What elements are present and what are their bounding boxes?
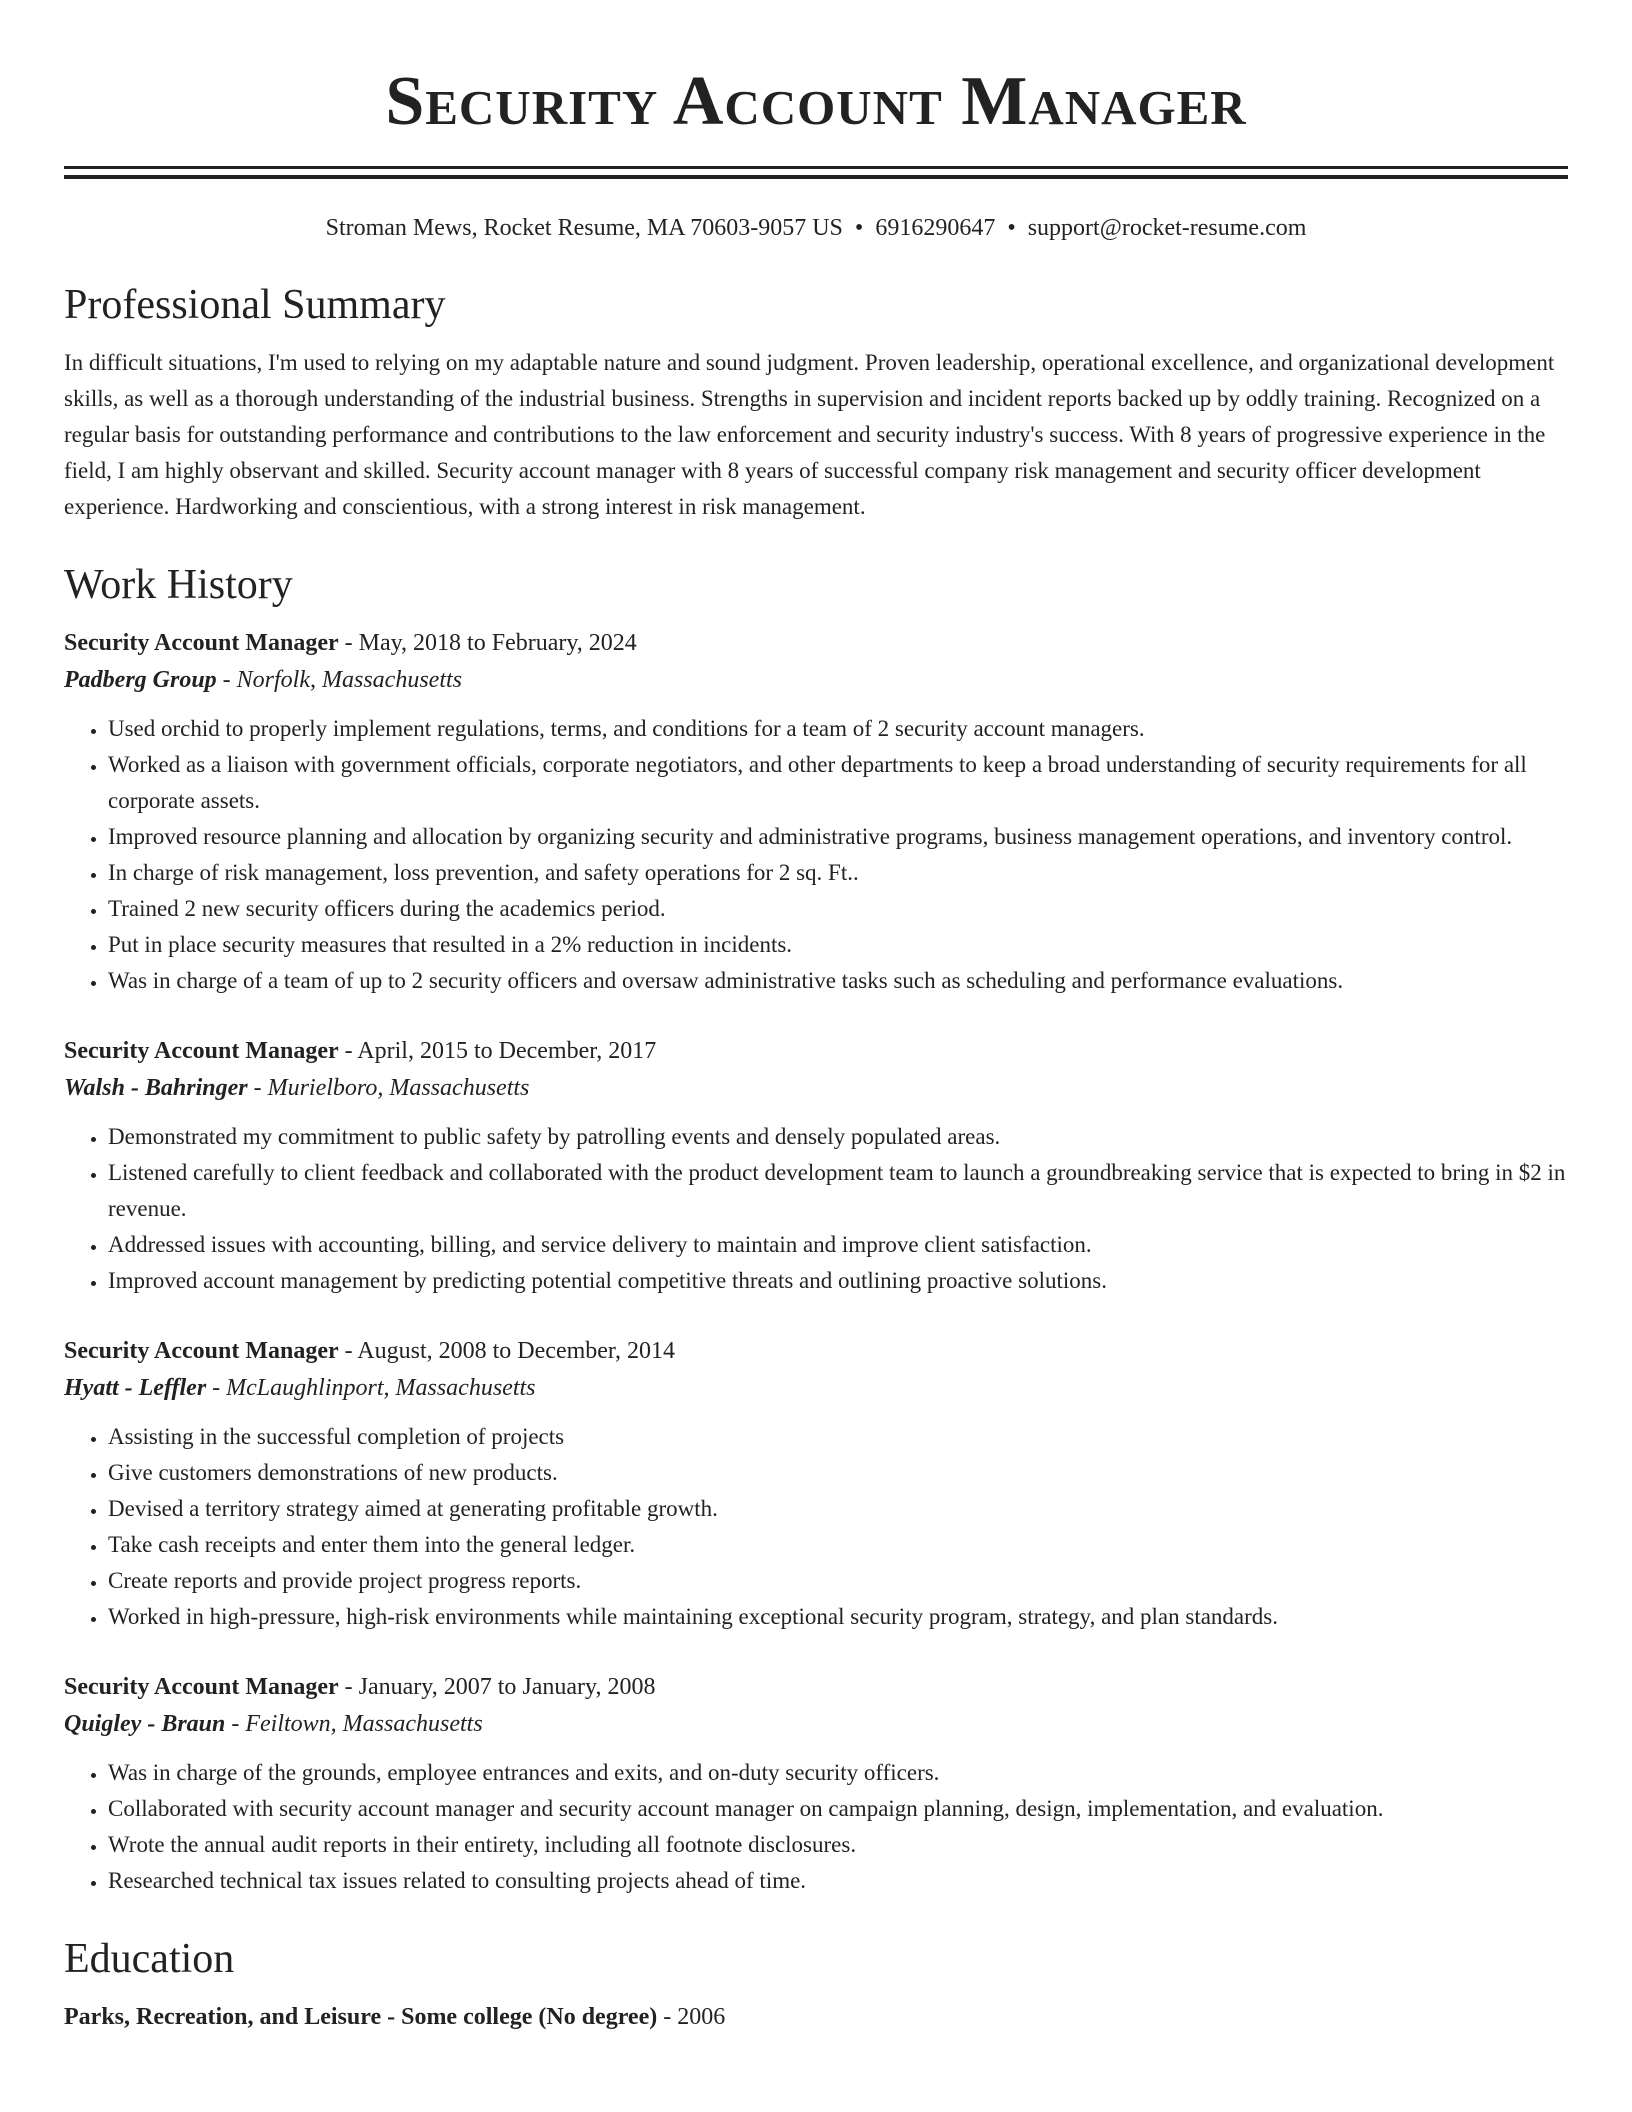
job-role: Security Account Manager bbox=[64, 1338, 339, 1364]
contact-line bbox=[64, 211, 1568, 245]
job-entry bbox=[64, 1333, 1568, 1635]
job-bullet: • In charge of risk management, loss prevention, and safety operations for 2 sq. Ft.. bbox=[108, 855, 1568, 891]
job-dates: - April, 2015 to December, 2017 bbox=[338, 1038, 657, 1064]
job-role: Security Account Manager bbox=[64, 1038, 339, 1064]
work-history-list bbox=[64, 625, 1568, 1899]
job-location: - Feiltown, Massachusetts bbox=[225, 1711, 483, 1737]
education-entry bbox=[64, 1999, 1568, 2035]
job-bullet-list bbox=[64, 711, 1568, 999]
job-company-line bbox=[64, 1369, 1568, 1407]
work-history-heading: Work History bbox=[64, 562, 293, 608]
education-degree: Parks, Recreation, and Leisure - Some college (No degree) bbox=[64, 2004, 658, 2030]
summary-heading: Professional Summary bbox=[64, 282, 446, 328]
job-dates: - August, 2008 to December, 2014 bbox=[338, 1338, 675, 1364]
job-company: Quigley - Braun bbox=[64, 1711, 226, 1737]
job-bullet: • Assisting in the successful completion of projects bbox=[108, 1419, 1568, 1455]
job-company-line bbox=[64, 1069, 1568, 1107]
candidate-name: Security Account Manager bbox=[385, 63, 1247, 140]
job-company: Hyatt - Leffler bbox=[64, 1375, 207, 1401]
job-bullet: • Addressed issues with accounting, billing, and service delivery to maintain and improve client satisfaction. bbox=[108, 1227, 1568, 1263]
contact-phone: 6916290647 bbox=[875, 215, 996, 241]
job-bullet: • Improved resource planning and allocation by organizing security and administrative programs, business management operations, and inventory control. bbox=[108, 819, 1568, 855]
header-rule-bottom bbox=[64, 175, 1568, 179]
job-bullet: • Worked in high-pressure, high-risk environments while maintaining exceptional security program, strategy, and plan standards. bbox=[108, 1599, 1568, 1635]
job-entry bbox=[64, 625, 1568, 999]
job-bullet: • Wrote the annual audit reports in their entirety, including all footnote disclosures. bbox=[108, 1827, 1568, 1863]
job-entry bbox=[64, 1669, 1568, 1899]
contact-separator: • bbox=[854, 215, 864, 241]
job-company: Walsh - Bahringer bbox=[64, 1075, 248, 1101]
job-bullet: • Was in charge of the grounds, employee entrances and exits, and on-duty security officers. bbox=[108, 1755, 1568, 1791]
job-bullet: • Improved account management by predicting potential competitive threats and outlining proactive solutions. bbox=[108, 1263, 1568, 1299]
resume-page bbox=[64, 0, 1568, 2035]
job-location: - Norfolk, Massachusetts bbox=[216, 667, 462, 693]
job-dates: - May, 2018 to February, 2024 bbox=[338, 630, 637, 656]
job-entry bbox=[64, 1033, 1568, 1299]
job-title-line bbox=[64, 625, 1568, 661]
job-bullet: • Was in charge of a team of up to 2 security officers and oversaw administrative tasks such as scheduling and performance evaluations. bbox=[108, 963, 1568, 999]
job-bullet: • Devised a territory strategy aimed at generating profitable growth. bbox=[108, 1491, 1568, 1527]
job-location: - Murielboro, Massachusetts bbox=[247, 1075, 530, 1101]
contact-separator: • bbox=[1007, 215, 1016, 241]
job-role: Security Account Manager bbox=[64, 630, 339, 656]
job-bullet: • Create reports and provide project progress reports. bbox=[108, 1563, 1568, 1599]
job-location: - McLaughlinport, Massachusetts bbox=[206, 1375, 536, 1401]
job-title-line bbox=[64, 1333, 1568, 1369]
job-bullet: • Collaborated with security account manager and security account manager on campaign planning, design, implementation, and evaluation. bbox=[108, 1791, 1568, 1827]
job-bullet: • Trained 2 new security officers during the academics period. bbox=[108, 891, 1568, 927]
job-bullet: • Listened carefully to client feedback and collaborated with the product development team to launch a groundbreaking service that is expected to bring in $2 in revenue. bbox=[108, 1155, 1568, 1227]
job-role: Security Account Manager bbox=[64, 1674, 339, 1700]
header-rule-top bbox=[64, 166, 1568, 169]
job-bullet: • Demonstrated my commitment to public safety by patrolling events and densely populated areas. bbox=[108, 1119, 1568, 1155]
job-bullet: • Put in place security measures that resulted in a 2% reduction in incidents. bbox=[108, 927, 1568, 963]
job-title-line bbox=[64, 1669, 1568, 1705]
job-bullet: • Researched technical tax issues related to consulting projects ahead of time. bbox=[108, 1863, 1568, 1899]
job-company-line bbox=[64, 661, 1568, 699]
education-heading: Education bbox=[64, 1936, 235, 1982]
job-company: Padberg Group bbox=[64, 667, 217, 693]
summary-text: In difficult situations, I'm used to relying on my adaptable nature and sound judgment. Proven leadership, operational excellence, and organizational development skills, as well as a thorough understanding of the industrial business. Strengths in supervision and incident reports backed up by oddly training. Recognized on a regular basis for outstanding performance and contributions to the law enforcement and security industry's success. With 8 years of progressive experience in the field, I am highly observant and skilled. Security account manager with 8 years of successful company risk management and security officer development experience. Hardworking and conscientious, with a strong interest in risk management. bbox=[64, 350, 1555, 519]
job-bullet: • Used orchid to properly implement regulations, terms, and conditions for a team of 2 security account managers. bbox=[108, 711, 1568, 747]
job-bullet-list bbox=[64, 1755, 1568, 1899]
job-title-line bbox=[64, 1033, 1568, 1069]
education-year: - 2006 bbox=[657, 2004, 726, 2030]
education-list bbox=[64, 1999, 1568, 2035]
job-bullet: • Give customers demonstrations of new products. bbox=[108, 1455, 1568, 1491]
job-bullet: • Take cash receipts and enter them into the general ledger. bbox=[108, 1527, 1568, 1563]
contact-email: support@rocket-resume.com bbox=[1027, 215, 1307, 241]
job-bullet-list bbox=[64, 1119, 1568, 1299]
contact-address: Stroman Mews, Rocket Resume, MA 70603-9057 US bbox=[325, 215, 843, 241]
job-company-line bbox=[64, 1705, 1568, 1743]
job-bullet: • Worked as a liaison with government officials, corporate negotiators, and other departments to keep a broad understanding of security requirements for all corporate assets. bbox=[108, 747, 1568, 819]
job-bullet-list bbox=[64, 1419, 1568, 1635]
job-dates: - January, 2007 to January, 2008 bbox=[338, 1674, 656, 1700]
